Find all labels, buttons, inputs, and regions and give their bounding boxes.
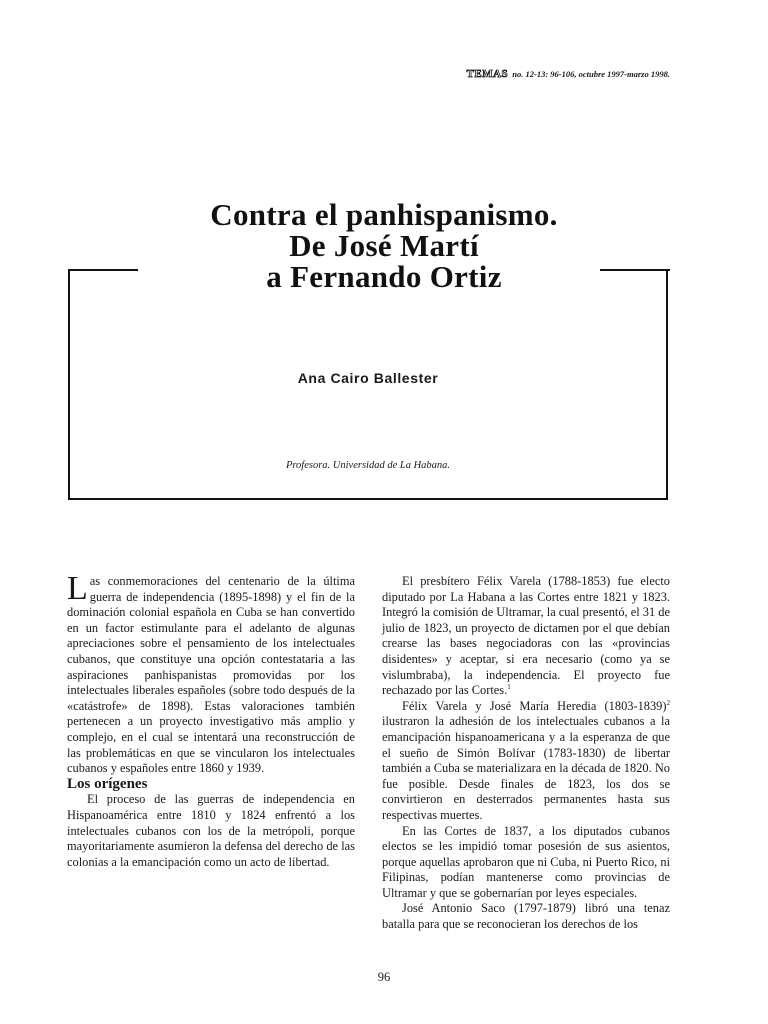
title-line-2: De José Martí xyxy=(289,228,479,263)
page-number: 96 xyxy=(377,970,391,984)
author-affiliation: Profesora. Universidad de La Habana. xyxy=(285,460,451,471)
author-name: Ana Cairo Ballester xyxy=(297,370,439,386)
body-paragraph: El proceso de las guerras de independencia en Hispanoamérica entre 1810 y 1824 enfrentó a los intelectuales cubanos con los de la metrópoli, porque mayoritariamente asumieron la defensa del derecho de las colonias a la emancipación como un acto de libertad. xyxy=(67,792,355,869)
body-column-left xyxy=(67,570,355,870)
journal-citation: no. 12-13: 96-106, octubre 1997-marzo 1998. xyxy=(512,69,670,79)
journal-header xyxy=(467,68,670,80)
title-line-1: Contra el panhispanismo. xyxy=(210,197,558,232)
body-paragraph xyxy=(382,699,670,824)
paragraph-text: Félix Varela y José María Heredia (1803-1839) xyxy=(402,698,667,713)
body-paragraph xyxy=(382,574,670,699)
title-line-3: a Fernando Ortiz xyxy=(266,259,502,294)
drop-cap: L xyxy=(67,570,88,607)
body-paragraph xyxy=(67,570,355,777)
section-heading: Los orígenes xyxy=(67,775,148,792)
journal-logo: TEMAS xyxy=(466,68,509,80)
body-paragraph: En las Cortes de 1837, a los diputados cubanos electos se les impidió tomar posesión de sus asientos, porque aquellas aprobaron que ni Cuba, ni Puerto Rico, ni Filipinas, podían mantenerse como provincias de Ultramar y que se gobernarían por leyes especiales. xyxy=(382,823,671,900)
paragraph-text: as conmemoraciones del centenario de la última guerra de independencia (1895-1898) y el fin de la dominación colonial española en Cuba se han convertido en un factor estimulante para el adelanto de algunas apreciaciones sobre el pensamiento de los intelectuales cubanos, que constituye una opción contestataria a las aspiraciones panhispanistas promovidas por los intelectuales liberales españoles (sobre todo después de la «catástrofe» de 1898). Estas valoraciones también pertenecen a un proyecto investigativo más amplio y complejo, en el cual se intentará una reconstrucción de las problemáticas en que se vincularon los intelectuales cubanos y españoles entre 1860 y 1939. xyxy=(67,574,355,776)
body-paragraph: José Antonio Saco (1797-1879) libró una tenaz batalla para que se reconocieran los derechos de los xyxy=(382,901,670,932)
body-column-right xyxy=(382,574,670,933)
footnote-ref[interactable]: 1 xyxy=(507,683,511,692)
footnote-ref[interactable]: 2 xyxy=(666,698,670,707)
paragraph-text: El presbítero Félix Varela (1788-1853) fue electo diputado por La Habana a las Cortes entre 1821 y 1823. Integró la comisión de Ultramar, la cual presentó, el 31 de julio de 1823, un proyecto de dictamen por el que debían crearse las bases negociadoras con las «provincias disidentes» y aceptar, si era necesario (como ya se vislumbraba), la independencia. El proyecto fue rechazado por las Cortes. xyxy=(382,574,670,698)
paragraph-text: ilustraron la adhesión de los intelectuales cubanos a la emancipación hispanoamericana y a la esperanza de que el sueño de Simón Bolívar (1783-1830) de libertar también a Cuba se materializara en la década de 1820. No fue posible. Desde finales de 1823, los dos se convirtieron en desterrados permanentes hasta sus respectivas muertes. xyxy=(382,714,670,822)
